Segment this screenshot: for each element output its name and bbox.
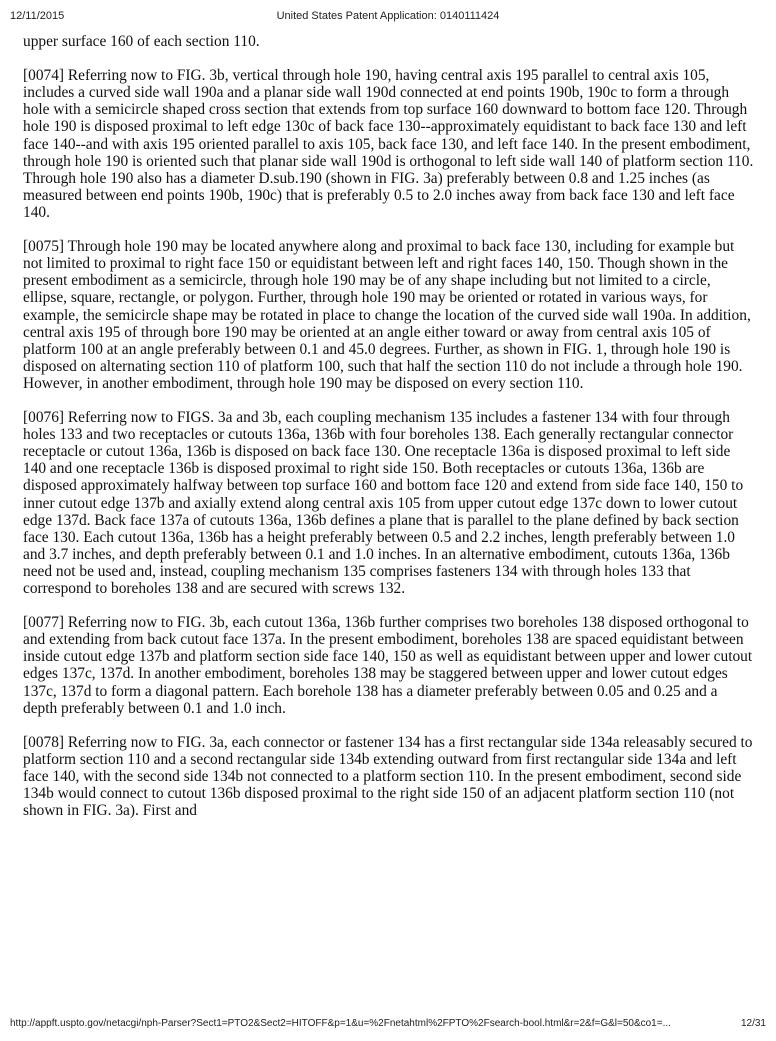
page-url: http://appft.uspto.gov/netacgi/nph-Parser?Sect1=PTO2&Sect2=HITOFF&p=1&u=%2Fnetahtml%2FPTO%2Fsearch-bool.html&r=2&f=G&l=50&co1=... [10,1018,671,1029]
paragraph-0075: [0075] Through hole 190 may be located anywhere along and proximal to back face 130, including for example but not limited to proximal to right face 150 or equidistant between left and right faces 140, 150. Though shown in the present embodiment as a semicircle, through hole 190 may be of any shape including but not limited to a circle, ellipse, square, rectangle, or polygon. Further, through hole 190 may be oriented or rotated in various ways, for example, the semicircle shape may be rotated in place to change the location of the curved side wall 190a. In addition, central axis 195 of through bore 190 may be oriented at an angle either toward or away from central axis 105 of platform 100 at an angle preferably between 0.1 and 45.0 degrees. Further, as shown in FIG. 1, through hole 190 is disposed on alternating section 110 of platform 100, such that half the section 110 do not include a through hole 190. However, in another embodiment, through hole 190 may be disposed on every section 110. [23,238,751,392]
document-body [23,33,754,836]
paragraph-continuation: upper surface 160 of each section 110. [23,33,260,50]
paragraph-0078: [0078] Referring now to FIG. 3a, each connector or fastener 134 has a first rectangular side 134a releasably secured to platform section 110 and a second rectangular side 134b extending outward from first rectangular side 134a and left face 140, with the second side 134b not connected to a platform section 110. In the present embodiment, second side 134b would connect to cutout 136b disposed proximal to the right side 150 of an adjacent platform section 110 (not shown in FIG. 3a). First and [23,733,753,820]
paragraph-0076: [0076] Referring now to FIGS. 3a and 3b, each coupling mechanism 135 includes a fastener 134 with four through holes 133 and two receptacles or cutouts 136a, 136b with four boreholes 138. Each generally rectangular connector receptacle or cutout 136a, 136b is disposed on back face 130. One receptacle 136a is disposed proximal to left side 140 and one receptacle 136b is disposed proximal to right side 150. Both receptacles or cutouts 136a, 136b are disposed approximately halfway between top surface 160 and bottom face 120 and extend from side face 140, 150 to inner cutout edge 137b and axially extend along central axis 105 from upper cutout edge 137c down to lower cutout edge 137d. Back face 137a of cutouts 136a, 136b defines a plane that is parallel to the plane defined by back section face 130. Each cutout 136a, 136b has a height preferably between 0.5 and 2.2 inches, length preferably between 1.0 and 3.7 inches, and depth preferably between 0.1 and 1.0 inches. In an alternative embodiment, cutouts 136a, 136b need not be used and, instead, coupling mechanism 135 comprises fasteners 134 with through holes 133 that correspond to boreholes 138 and are secured with screws 132. [23,409,744,597]
page-title: United States Patent Application: 0140111424 [276,10,500,22]
paragraph-0074: [0074] Referring now to FIG. 3b, vertical through hole 190, having central axis 195 parallel to central axis 105, includes a curved side wall 190a and a planar side wall 190d connected at end points 190b, 190c to form a through hole with a semicircle shaped cross section that extends from top surface 160 downward to bottom face 120. Through hole 190 is disposed proximal to left edge 130c of back face 130--approximately equidistant to back face 130 and left face 140--and with axis 195 oriented parallel to axis 105, back face 130, and left face 140. In the present embodiment, through hole 190 is oriented such that planar side wall 190d is orthogonal to left side wall 140 of platform section 110. Through hole 190 also has a diameter D.sub.190 (shown in FIG. 3a) preferably between 0.8 and 1.25 inches (as measured between end points 190b, 190c) that is preferably 0.5 to 2.0 inches away from back face 130 and left face 140. [23,67,754,221]
page-number: 12/31 [740,1018,766,1029]
print-date: 12/11/2015 [10,10,65,22]
paragraph-0077: [0077] Referring now to FIG. 3b, each cutout 136a, 136b further comprises two boreholes 138 disposed orthogonal to and extending from back cutout face 137a. In the present embodiment, boreholes 138 are spaced equidistant between inside cutout edge 137b and platform section side face 140, 150 as well as equidistant between upper and lower cutout edges 137c, 137d. In another embodiment, boreholes 138 may be staggered between upper and lower cutout edges 137c, 137d to form a diagonal pattern. Each borehole 138 has a diameter preferably between 0.05 and 0.25 and a depth preferably between 0.1 and 1.0 inch. [23,614,753,717]
print-footer [10,1018,766,1032]
print-header [10,10,766,26]
